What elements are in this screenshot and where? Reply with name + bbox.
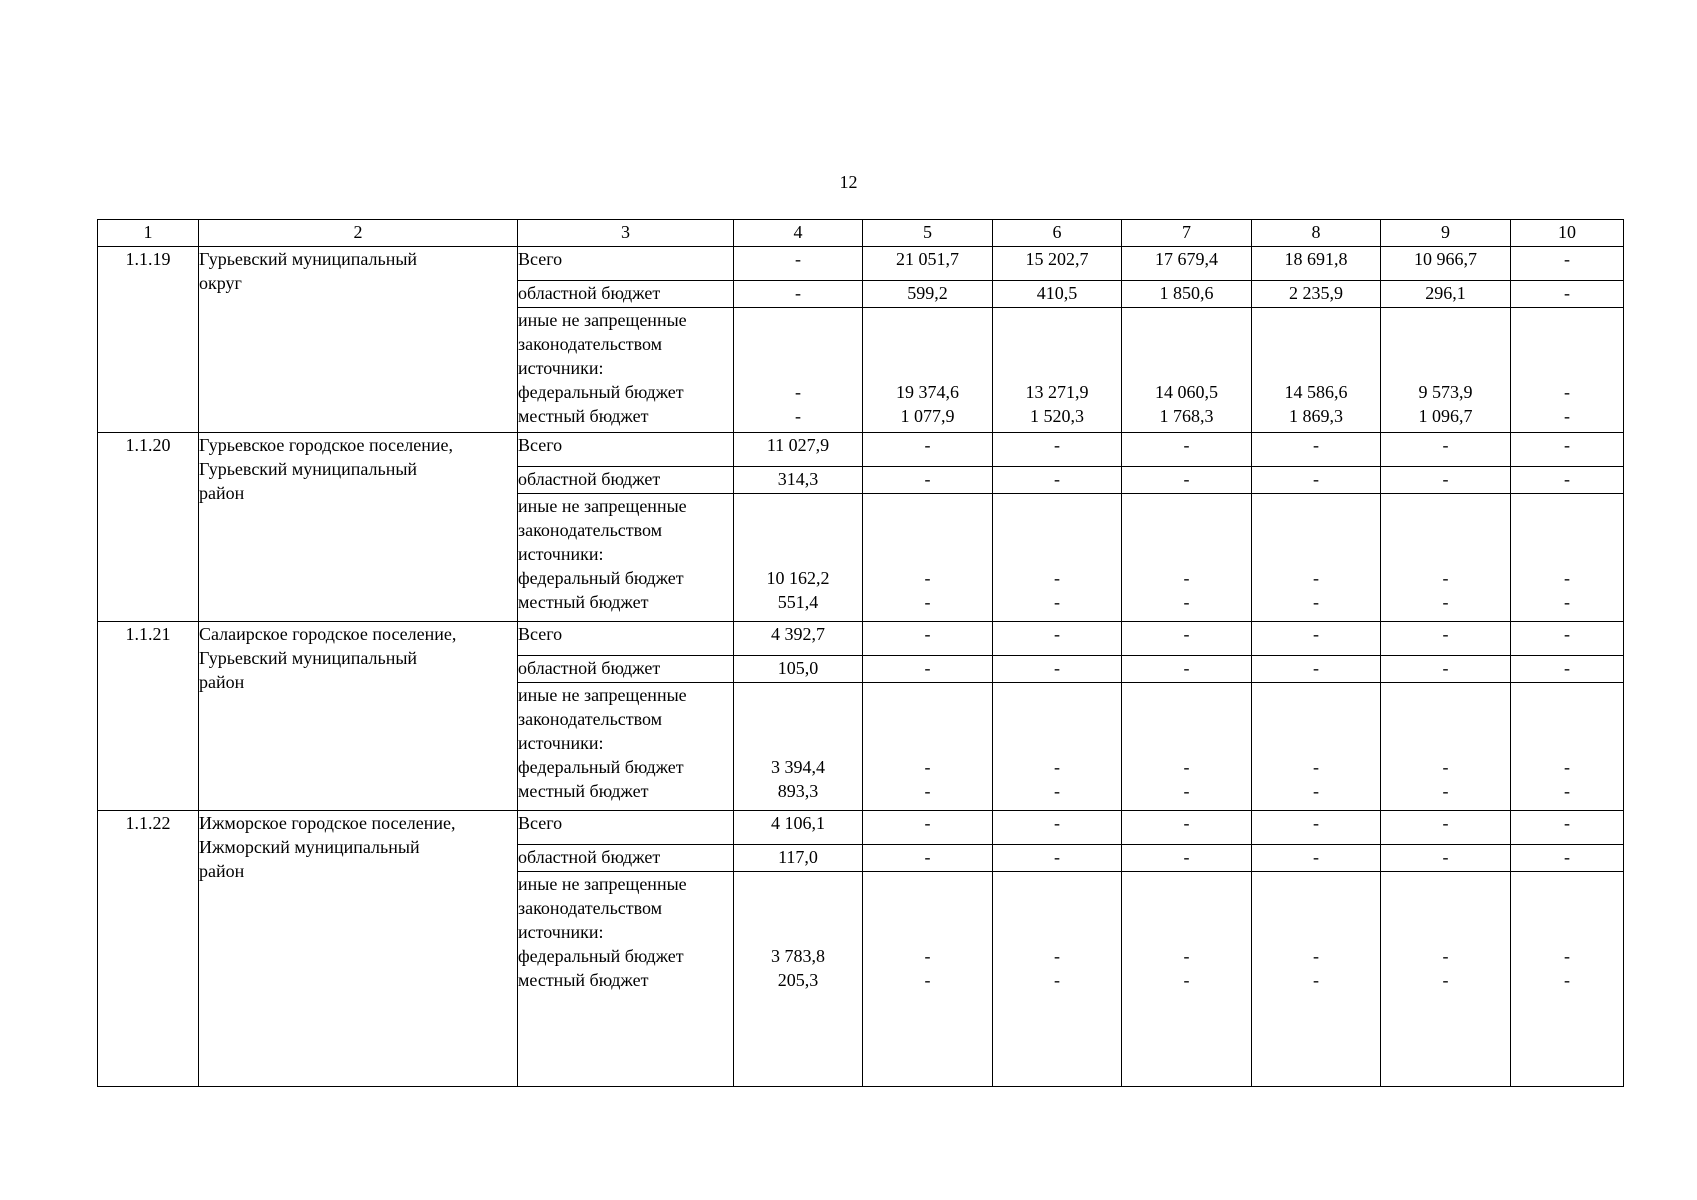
value-cell: - (1252, 433, 1381, 467)
value-stack (863, 683, 992, 803)
municipality-name-line: округ (199, 273, 242, 293)
value-cell-pair (1122, 308, 1252, 433)
value-cell: 10 966,7 (1381, 247, 1511, 281)
municipality-name-line (199, 295, 517, 319)
value-cell: 17 679,4 (1122, 247, 1252, 281)
value-stack (863, 872, 992, 992)
value-local: - (1054, 781, 1060, 801)
source-local: местный бюджет (518, 406, 649, 426)
value-cell: 15 202,7 (993, 247, 1122, 281)
source-other-line: законодательством (518, 898, 663, 918)
value-cell: - (1381, 845, 1511, 872)
value-stack (863, 494, 992, 614)
value-local: - (795, 406, 801, 426)
page-number: 12 (839, 172, 858, 192)
value-cell: - (734, 247, 863, 281)
value-cell-pair (993, 494, 1122, 622)
header-cell: 1 (98, 220, 199, 247)
row-code: 1.1.20 (98, 433, 199, 622)
value-federal: 14 060,5 (1155, 382, 1218, 402)
value-stack (734, 683, 862, 803)
value-local: - (1183, 781, 1190, 801)
value-federal: 10 162,2 (766, 568, 830, 588)
value-cell: - (993, 433, 1122, 467)
value-federal: 19 374,6 (896, 382, 959, 402)
value-federal: - (924, 568, 931, 588)
budget-table (97, 219, 1624, 1087)
value-federal: - (1313, 757, 1319, 777)
value-stack (863, 308, 992, 428)
value-local: - (1183, 592, 1190, 612)
value-cell-pair (1511, 308, 1624, 433)
source-other-line: иные не запрещенные (518, 496, 687, 516)
source-total: Всего (518, 811, 734, 845)
value-cell-pair (1122, 494, 1252, 622)
value-local: - (1313, 970, 1319, 990)
value-local: 1 520,3 (1030, 406, 1084, 426)
header-cell: 8 (1252, 220, 1381, 247)
value-local: - (1313, 781, 1319, 801)
value-local: - (1054, 592, 1060, 612)
source-federal: федеральный бюджет (518, 757, 684, 777)
source-other (518, 494, 734, 622)
row-code: 1.1.19 (98, 247, 199, 433)
source-other (518, 683, 734, 811)
value-cell-pair (863, 308, 993, 433)
value-cell-pair (863, 872, 993, 1087)
value-local: - (1442, 970, 1449, 990)
value-stack (993, 872, 1121, 992)
value-federal: - (1054, 568, 1060, 588)
value-cell-pair (993, 872, 1122, 1087)
value-cell: - (1122, 811, 1252, 845)
value-cell: - (1252, 811, 1381, 845)
value-cell: 2 235,9 (1252, 281, 1381, 308)
value-cell: - (1122, 845, 1252, 872)
value-cell: 4 392,7 (734, 622, 863, 656)
value-cell: 105,0 (734, 656, 863, 683)
municipality-name-line: район (199, 672, 245, 692)
value-stack (1381, 872, 1510, 992)
source-other-line: законодательством (518, 709, 663, 729)
value-stack (1122, 308, 1251, 428)
source-regional: областной бюджет (518, 281, 734, 308)
value-cell: 296,1 (1381, 281, 1511, 308)
value-cell: 4 106,1 (734, 811, 863, 845)
value-local: - (924, 781, 931, 801)
value-stack (1511, 872, 1623, 992)
value-stack (1381, 683, 1510, 803)
value-local: 1 869,3 (1289, 406, 1343, 426)
value-cell: - (1381, 622, 1511, 656)
municipality-name-line: Ижморский муниципальный (199, 837, 420, 857)
value-cell-pair (1381, 308, 1511, 433)
value-stack (1511, 494, 1623, 614)
municipality-name-line: район (199, 483, 245, 503)
value-stack (734, 872, 862, 992)
value-cell: - (1381, 467, 1511, 494)
municipality-name-line: Ижморское городское поселение, (199, 813, 456, 833)
header-cell: 2 (199, 220, 518, 247)
value-cell-pair (1511, 494, 1624, 622)
value-stack (1252, 494, 1380, 614)
value-federal: - (1313, 946, 1319, 966)
row-code: 1.1.21 (98, 622, 199, 811)
value-cell: 21 051,7 (863, 247, 993, 281)
value-stack (1122, 494, 1251, 614)
value-federal: - (924, 946, 931, 966)
value-cell: - (1122, 467, 1252, 494)
value-local: - (1442, 592, 1449, 612)
value-cell: - (1511, 811, 1624, 845)
value-stack (734, 308, 862, 428)
value-cell-pair (1252, 494, 1381, 622)
value-federal: - (1442, 568, 1449, 588)
value-cell: - (993, 622, 1122, 656)
value-cell: 599,2 (863, 281, 993, 308)
value-stack (993, 494, 1121, 614)
source-other-line: источники: (518, 922, 604, 942)
value-cell: - (863, 845, 993, 872)
row-code: 1.1.22 (98, 811, 199, 1087)
value-local: - (924, 970, 931, 990)
value-stack (1252, 308, 1380, 428)
value-stack (1511, 308, 1623, 428)
value-stack (993, 308, 1121, 428)
header-cell: 9 (1381, 220, 1511, 247)
source-regional: областной бюджет (518, 467, 734, 494)
value-cell: 11 027,9 (734, 433, 863, 467)
value-cell: - (1381, 433, 1511, 467)
value-federal: 14 586,6 (1284, 382, 1348, 402)
header-row (98, 220, 1624, 247)
value-local: - (1313, 592, 1319, 612)
value-stack (1252, 872, 1380, 992)
value-cell: - (1252, 622, 1381, 656)
municipality-name-line: Гурьевский муниципальный (199, 459, 418, 479)
table-row-total (98, 247, 1624, 281)
value-cell: - (1122, 622, 1252, 656)
source-federal: федеральный бюджет (518, 382, 684, 402)
value-local: - (1054, 970, 1060, 990)
value-federal: - (1183, 568, 1190, 588)
value-cell-pair (1252, 683, 1381, 811)
source-other-line: законодательством (518, 334, 663, 354)
value-stack (1252, 683, 1380, 803)
source-regional: областной бюджет (518, 656, 734, 683)
header-cell: 10 (1511, 220, 1624, 247)
value-cell-pair (734, 494, 863, 622)
value-local: - (1564, 781, 1570, 801)
value-federal: 3 394,4 (771, 757, 825, 777)
value-federal: 3 783,8 (771, 946, 825, 966)
value-cell: - (993, 845, 1122, 872)
value-cell: - (993, 656, 1122, 683)
value-federal: - (924, 757, 931, 777)
value-cell: - (1381, 656, 1511, 683)
source-other-line: иные не запрещенные (518, 874, 687, 894)
source-other-line: иные не запрещенные (518, 685, 687, 705)
value-cell-pair (734, 872, 863, 1087)
value-cell-pair (1252, 872, 1381, 1087)
value-cell: - (993, 811, 1122, 845)
source-total: Всего (518, 247, 734, 281)
value-cell: - (1381, 811, 1511, 845)
table-row-total (98, 622, 1624, 656)
value-cell-pair (734, 308, 863, 433)
value-cell-pair (734, 683, 863, 811)
source-regional: областной бюджет (518, 845, 734, 872)
value-cell: - (993, 467, 1122, 494)
value-cell: - (1511, 247, 1624, 281)
value-cell: - (1252, 467, 1381, 494)
value-cell: - (1511, 845, 1624, 872)
value-federal: - (1564, 946, 1570, 966)
header-cell: 4 (734, 220, 863, 247)
value-cell-pair (1122, 872, 1252, 1087)
municipality-name (199, 433, 518, 622)
source-total: Всего (518, 433, 734, 467)
source-other-line: иные не запрещенные (518, 310, 687, 330)
municipality-name (199, 811, 518, 1087)
value-federal: - (1054, 946, 1060, 966)
value-cell-pair (1252, 308, 1381, 433)
value-local: 551,4 (777, 592, 819, 612)
table-row-total (98, 433, 1624, 467)
municipality-name (199, 622, 518, 811)
value-local: - (1564, 406, 1570, 426)
value-federal: - (795, 382, 801, 402)
source-other-line: источники: (518, 544, 604, 564)
source-other-line: источники: (518, 733, 604, 753)
value-stack (993, 683, 1121, 803)
source-other (518, 872, 734, 1087)
value-cell-pair (1381, 872, 1511, 1087)
value-cell-pair (1511, 872, 1624, 1087)
header-cell: 6 (993, 220, 1122, 247)
value-cell: - (863, 622, 993, 656)
value-cell: - (1511, 656, 1624, 683)
value-local: - (924, 592, 931, 612)
value-federal: - (1442, 757, 1449, 777)
value-cell: - (1252, 845, 1381, 872)
value-stack (1381, 308, 1510, 428)
value-stack (1511, 683, 1623, 803)
value-cell: - (1122, 433, 1252, 467)
value-local: 1 077,9 (900, 406, 955, 426)
value-local: - (1442, 781, 1449, 801)
value-cell: - (1511, 281, 1624, 308)
value-cell-pair (1122, 683, 1252, 811)
value-cell: - (1511, 467, 1624, 494)
value-cell-pair (1381, 494, 1511, 622)
source-other-line: источники: (518, 358, 604, 378)
header-cell: 3 (518, 220, 734, 247)
source-total: Всего (518, 622, 734, 656)
value-local: - (1183, 970, 1190, 990)
value-stack (734, 494, 862, 614)
value-cell-pair (993, 308, 1122, 433)
municipality-name-line: район (199, 861, 245, 881)
value-cell: - (1122, 656, 1252, 683)
value-cell-pair (1381, 683, 1511, 811)
municipality-name-line: Салаирское городское поселение, (199, 624, 457, 644)
municipality-name-line: Гурьевский муниципальный (199, 648, 418, 668)
value-cell: 117,0 (734, 845, 863, 872)
value-cell: - (1511, 433, 1624, 467)
source-other (518, 308, 734, 433)
value-cell: - (1511, 622, 1624, 656)
source-local: местный бюджет (518, 592, 649, 612)
value-local: 1 096,7 (1418, 406, 1473, 426)
table-row-total (98, 811, 1624, 845)
value-federal: - (1054, 757, 1060, 777)
value-cell-pair (863, 683, 993, 811)
value-local: - (1564, 970, 1570, 990)
value-local: 893,3 (777, 781, 819, 801)
value-stack (1122, 872, 1251, 992)
value-stack (1381, 494, 1510, 614)
value-cell-pair (993, 683, 1122, 811)
value-local: - (1564, 592, 1570, 612)
value-local: 1 768,3 (1159, 406, 1214, 426)
value-federal: - (1564, 382, 1570, 402)
source-local: местный бюджет (518, 970, 649, 990)
source-other-line: законодательством (518, 520, 663, 540)
municipality-name (199, 247, 518, 433)
value-cell: - (863, 656, 993, 683)
source-local: местный бюджет (518, 781, 649, 801)
value-federal: - (1442, 946, 1449, 966)
value-local: 205,3 (777, 970, 819, 990)
value-cell-pair (1511, 683, 1624, 811)
value-federal: - (1183, 757, 1190, 777)
value-cell-pair (863, 494, 993, 622)
value-cell: - (863, 433, 993, 467)
value-cell: 410,5 (993, 281, 1122, 308)
value-federal: - (1564, 568, 1570, 588)
value-stack (1122, 683, 1251, 803)
value-federal: - (1183, 946, 1190, 966)
source-federal: федеральный бюджет (518, 568, 684, 588)
value-cell: - (1252, 656, 1381, 683)
value-cell: - (863, 467, 993, 494)
header-cell: 7 (1122, 220, 1252, 247)
municipality-name-line: Гурьевское городское поселение, (199, 435, 453, 455)
header-cell: 5 (863, 220, 993, 247)
value-federal: 9 573,9 (1418, 382, 1473, 402)
source-federal: федеральный бюджет (518, 946, 684, 966)
municipality-name-line: Гурьевский муниципальный (199, 249, 418, 269)
value-cell: - (734, 281, 863, 308)
value-cell: 1 850,6 (1122, 281, 1252, 308)
value-cell: 18 691,8 (1252, 247, 1381, 281)
value-federal: - (1313, 568, 1319, 588)
value-federal: 13 271,9 (1025, 382, 1089, 402)
value-cell: 314,3 (734, 467, 863, 494)
value-cell: - (863, 811, 993, 845)
value-federal: - (1564, 757, 1570, 777)
